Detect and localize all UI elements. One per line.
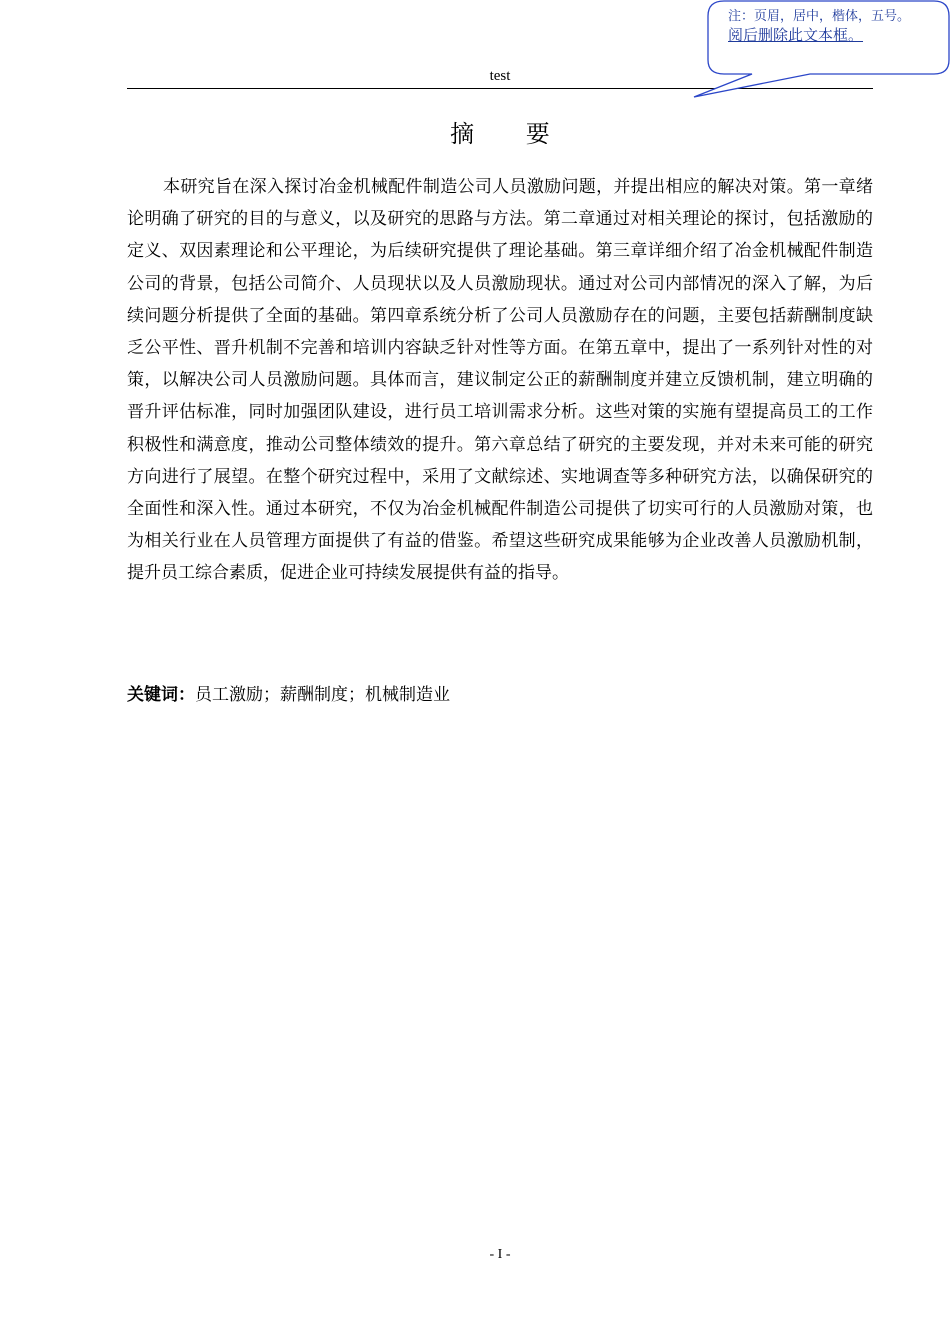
note-line-2: 阅后删除此文本框。 <box>728 26 864 44</box>
keywords-value: 员工激励；薪酬制度；机械制造业 <box>195 685 450 705</box>
page-header-text: test <box>489 68 511 84</box>
keywords-label: 关键词： <box>127 685 195 705</box>
note-callout-box[interactable] <box>690 0 950 100</box>
keywords-line <box>127 683 450 707</box>
note-line-1: 注：页眉，居中，楷体，五号。 <box>728 9 911 24</box>
page-number: - I - <box>489 1247 511 1262</box>
abstract-body: 本研究旨在深入探讨冶金机械配件制造公司人员激励问题，并提出相应的解决对策。第一章绪论明确了研究的目的与意义，以及研究的思路与方法。第二章通过对相关理论的探讨，包括激励的定义、双因素理论和公平理论，为后续研究提供了理论基础。第三章详细介绍了冶金机械配件制造公司的背景，包括公司简介、人员现状以及人员激励现状。通过对公司内部情况的深入了解，为后续问题分析提供了全面的基础。第四章系统分析了公司人员激励存在的问题，主要包括薪酬制度缺乏公平性、晋升机制不完善和培训内容缺乏针对性等方面。在第五章中，提出了一系列针对性的对策，以解决公司人员激励问题。具体而言，建议制定公正的薪酬制度并建立反馈机制，建立明确的晋升评估标准，同时加强团队建设，进行员工培训需求分析。这些对策的实施有望提高员工的工作积极性和满意度，推动公司整体绩效的提升。第六章总结了研究的主要发现，并对未来可能的研究方向进行了展望。在整个研究过程中，采用了文献综述、实地调查等多种研究方法，以确保研究的全面性和深入性。通过本研究，不仅为冶金机械配件制造公司提供了切实可行的人员激励对策，也为相关行业在人员管理方面提供了有益的借鉴。希望这些研究成果能够为企业改善人员激励机制，提升员工综合素质，促进企业可持续发展提供有益的指导。 <box>127 177 873 584</box>
abstract-title: 摘 要 <box>450 120 572 148</box>
note-text <box>728 8 910 44</box>
